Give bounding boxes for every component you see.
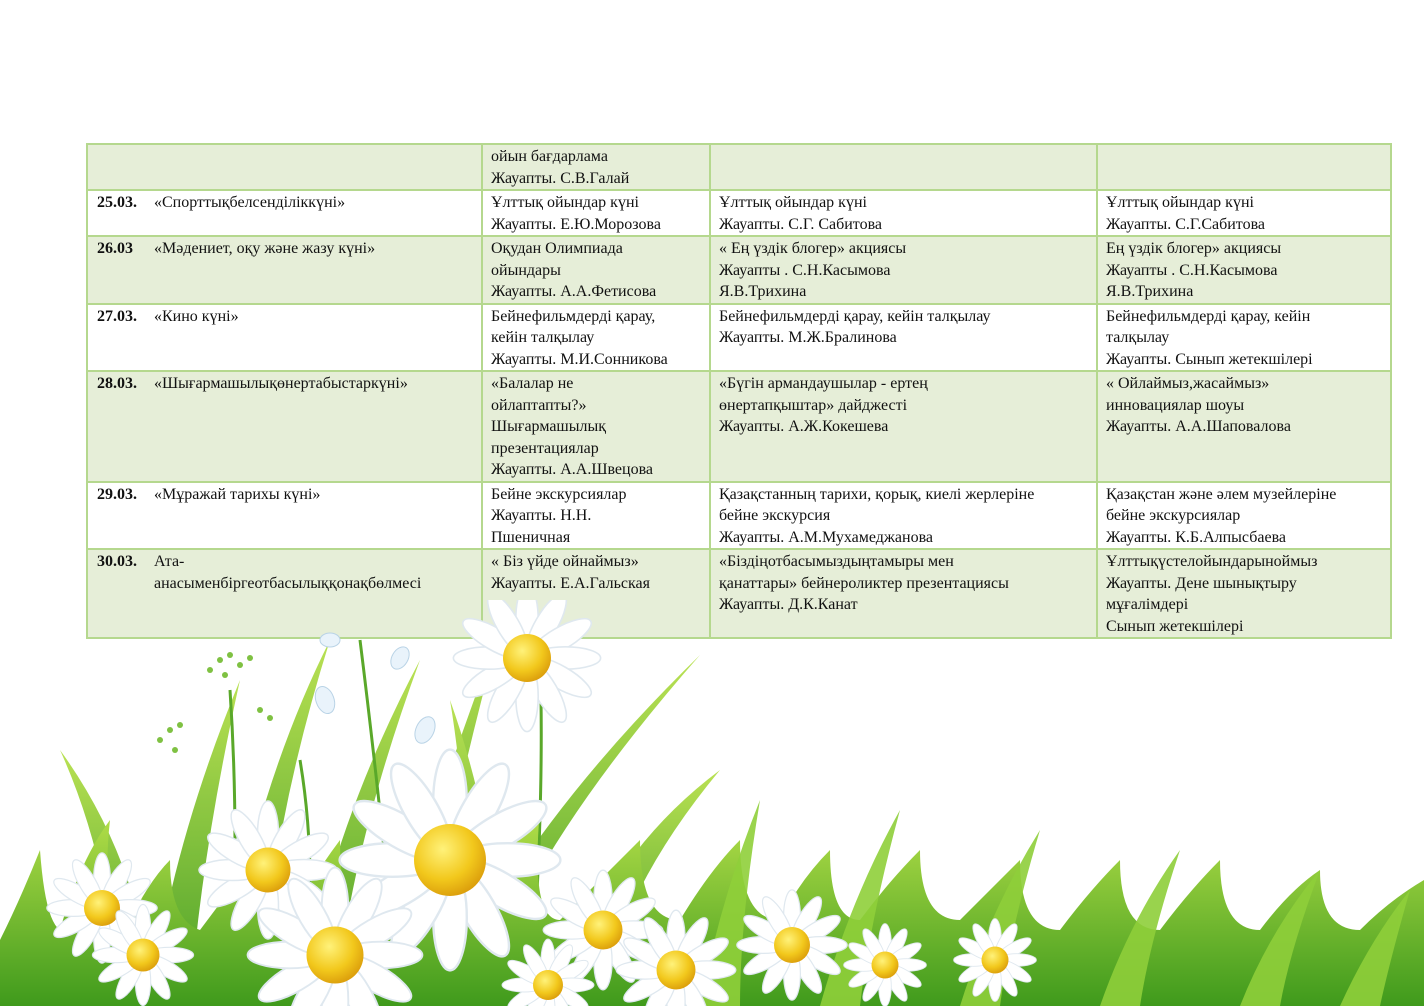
theme-cell: «Спорттықбелсенділіккүні»: [152, 190, 482, 236]
date-cell: 25.03.: [87, 190, 152, 236]
activity-cell-3: Ең үздік блогер» акциясы Жауапты . С.Н.Касымова Я.В.Трихина: [1097, 236, 1391, 304]
date-cell: 30.03.: [87, 549, 152, 638]
school-activity-cell: Оқудан Олимпиада ойындары Жауапты. А.А.Фетисова: [482, 236, 710, 304]
activity-cell-3: Ұлттықүстелойындарыноймыз Жауапты. Дене шынықтыру мұғалімдері Сынып жетекшілері: [1097, 549, 1391, 638]
school-activity-cell: ойын бағдарлама Жауапты. С.В.Галай: [482, 144, 710, 190]
activity-cell-3: « Ойлаймыз,жасаймыз» инновациялар шоуы Жауапты. А.А.Шаповалова: [1097, 371, 1391, 482]
table-row: [87, 144, 1391, 190]
school-activity-cell: « Біз үйде ойнаймыз» Жауапты. Е.А.Гальская: [482, 549, 710, 638]
theme-cell: «Кино күні»: [152, 304, 482, 372]
date-cell: 29.03.: [87, 482, 152, 550]
school-activity-cell: Бейнефильмдерді қарау, кейін талқылау Жауапты. М.И.Сонникова: [482, 304, 710, 372]
theme-cell: «Шығармашылықөнертабыстаркүні»: [152, 371, 482, 482]
activity-cell-3: Бейнефильмдерді қарау, кейін талқылау Жауапты. Сынып жетекшілері: [1097, 304, 1391, 372]
activity-cell-3: Ұлттық ойындар күні Жауапты. С.Г.Сабитова: [1097, 190, 1391, 236]
table-row: [87, 304, 1391, 372]
table-row: [87, 190, 1391, 236]
table-row: [87, 482, 1391, 550]
activity-cell-2: «Біздіңотбасымыздыңтамыры мен қанаттары» бейнероликтер презентациясы Жауапты. Д.К.Канат: [710, 549, 1097, 638]
date-cell: 28.03.: [87, 371, 152, 482]
table-row: [87, 236, 1391, 304]
activity-cell-2: [710, 144, 1097, 190]
activity-cell-2: Бейнефильмдерді қарау, кейін талқылау Жауапты. М.Ж.Бралинова: [710, 304, 1097, 372]
date-cell: [87, 144, 152, 190]
school-activity-cell: Бейне экскурсиялар Жауапты. Н.Н. Пшеничная: [482, 482, 710, 550]
theme-cell: [152, 144, 482, 190]
grass-daisy-illustration: [0, 600, 1424, 1006]
activity-cell-2: « Ең үздік блогер» акциясы Жауапты . С.Н.Касымова Я.В.Трихина: [710, 236, 1097, 304]
theme-cell: «Мұражай тарихы күні»: [152, 482, 482, 550]
table-row: [87, 371, 1391, 482]
theme-cell: Ата- анасыменбіргеотбасылыққонақбөлмесі: [152, 549, 482, 638]
activity-cell-2: Қазақстанның тарихи, қорық, киелі жерлеріне бейне экскурсия Жауапты. А.М.Мухамеджанова: [710, 482, 1097, 550]
schedule-table: [86, 143, 1392, 639]
school-activity-cell: Ұлттық ойындар күні Жауапты. Е.Ю.Морозова: [482, 190, 710, 236]
school-activity-cell: «Балалар не ойлаптапты?» Шығармашылық презентациялар Жауапты. А.А.Швецова: [482, 371, 710, 482]
activity-cell-3: Қазақстан және әлем музейлеріне бейне экскурсиялар Жауапты. К.Б.Алпысбаева: [1097, 482, 1391, 550]
date-cell: 26.03: [87, 236, 152, 304]
date-cell: 27.03.: [87, 304, 152, 372]
theme-cell: «Мәдениет, оқу және жазу күні»: [152, 236, 482, 304]
activity-cell-3: [1097, 144, 1391, 190]
activity-cell-2: Ұлттық ойындар күні Жауапты. С.Г. Сабитова: [710, 190, 1097, 236]
activity-cell-2: «Бүгін армандаушылар - ертең өнертапқыштар» дайджесті Жауапты. А.Ж.Кокешева: [710, 371, 1097, 482]
